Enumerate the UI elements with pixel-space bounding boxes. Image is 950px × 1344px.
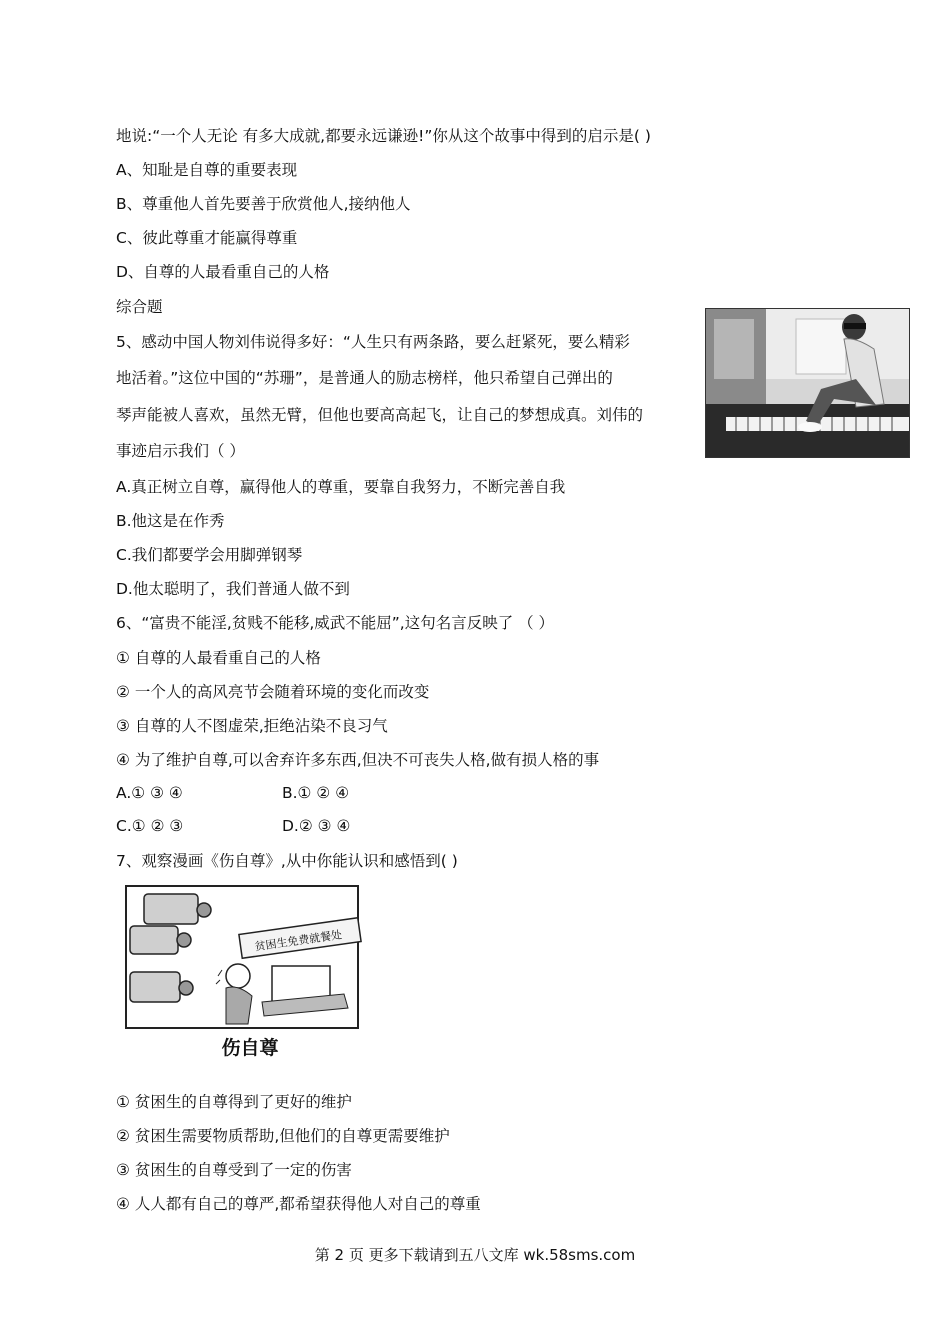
q4-option-c: C、彼此尊重才能赢得尊重 xyxy=(116,229,298,247)
q6-choice-d: D.② ③ ④ xyxy=(282,817,351,835)
q6-item-4: ④ 为了维护自尊,可以舍弃许多东西,但决不可丧失人格,做有损人格的事 xyxy=(116,751,600,769)
q4-option-b: B、尊重他人首先要善于欣赏他人,接纳他人 xyxy=(116,195,411,213)
liu-wei-piano-photo xyxy=(705,308,910,458)
q7-stem: 7、观察漫画《伤自尊》,从中你能认识和感悟到( ) xyxy=(116,852,458,870)
q5-stem-line-4: 事迹启示我们（ ） xyxy=(116,442,245,460)
q7-item-3: ③ 贫困生的自尊受到了一定的伤害 xyxy=(116,1161,352,1179)
cartoon-illustration xyxy=(122,884,362,1066)
q5-option-c: C.我们都要学会用脚弹钢琴 xyxy=(116,546,303,564)
cartoon-hurt-self-esteem xyxy=(122,884,362,1066)
q5-stem-line-2: 地活着。”这位中国的“苏珊”，是普通人的励志榜样，他只希望自己弹出的 xyxy=(116,369,613,387)
q4-stem-continuation: 地说:“一个人无论 有多大成就,都要永远谦逊!”你从这个故事中得到的启示是( ) xyxy=(116,127,651,145)
q4-option-a: A、知耻是自尊的重要表现 xyxy=(116,161,298,179)
q4-option-d: D、自尊的人最看重自己的人格 xyxy=(116,263,330,281)
q6-choice-a: A.① ③ ④ xyxy=(116,784,183,802)
page-footer: 第 2 页 更多下载请到五八文库 wk.58sms.com xyxy=(314,1246,636,1264)
q6-item-1: ① 自尊的人最看重自己的人格 xyxy=(116,649,321,667)
q6-stem: 6、“富贵不能淫,贫贱不能移,威武不能屈”,这句名言反映了 （ ） xyxy=(116,614,555,632)
q6-choice-b: B.① ② ④ xyxy=(282,784,350,802)
q7-item-1: ① 贫困生的自尊得到了更好的维护 xyxy=(116,1093,352,1111)
section-title: 综合题 xyxy=(116,298,163,316)
q5-stem-line-1: 5、感动中国人物刘伟说得多好：“人生只有两条路，要么赶紧死，要么精彩 xyxy=(116,333,630,351)
q6-item-3: ③ 自尊的人不图虚荣,拒绝沾染不良习气 xyxy=(116,717,388,735)
sign-text: 贫困生免费就餐处 xyxy=(253,928,343,954)
q5-option-d: D.他太聪明了，我们普通人做不到 xyxy=(116,580,350,598)
q6-choice-c: C.① ② ③ xyxy=(116,817,184,835)
q6-item-2: ② 一个人的高风亮节会随着环境的变化而改变 xyxy=(116,683,430,701)
piano-photo-illustration xyxy=(706,309,909,457)
q5-option-b: B.他这是在作秀 xyxy=(116,512,225,530)
q5-stem-line-3: 琴声能被人喜欢，虽然无臂，但他也要高高起飞，让自己的梦想成真。刘伟的 xyxy=(116,406,644,424)
cartoon-caption: 伤自尊 xyxy=(221,1037,279,1059)
q7-item-4: ④ 人人都有自己的尊严,都希望获得他人对自己的尊重 xyxy=(116,1195,481,1213)
q7-item-2: ② 贫困生需要物质帮助,但他们的自尊更需要维护 xyxy=(116,1127,450,1145)
q5-option-a: A.真正树立自尊，赢得他人的尊重，要靠自我努力，不断完善自我 xyxy=(116,478,566,496)
